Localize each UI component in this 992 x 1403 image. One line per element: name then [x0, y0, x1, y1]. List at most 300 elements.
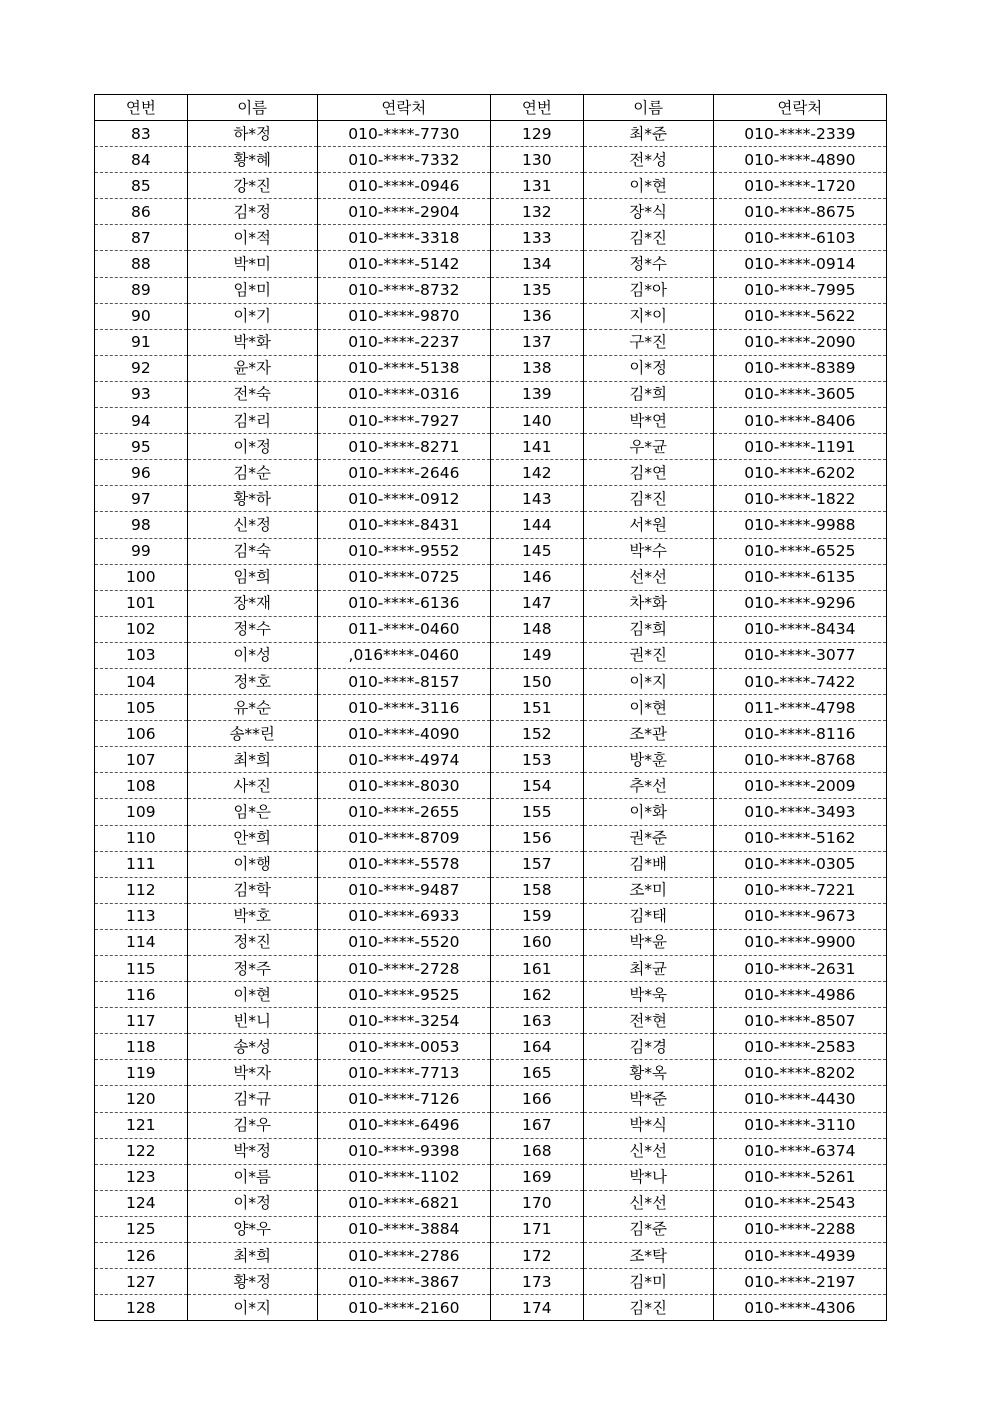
table-row: [95, 1216, 887, 1242]
number-cell: 94: [95, 408, 188, 434]
contact-cell: 010-****-6933: [317, 903, 490, 929]
table-row: [95, 695, 887, 721]
contact-cell: 010-****-5578: [317, 851, 490, 877]
name-cell: 김*배: [583, 851, 713, 877]
number-cell: 99: [95, 538, 188, 564]
table-row: [95, 251, 887, 277]
name-cell: 김*진: [583, 225, 713, 251]
name-cell: 박*나: [583, 1164, 713, 1190]
number-cell: 173: [490, 1269, 583, 1295]
name-cell: 박*수: [583, 538, 713, 564]
contact-cell: 010-****-5261: [713, 1164, 886, 1190]
contact-cell: 010-****-9398: [317, 1138, 490, 1164]
contact-cell: 010-****-3493: [713, 799, 886, 825]
table-row: [95, 1269, 887, 1295]
contact-cell: 010-****-0914: [713, 251, 886, 277]
name-cell: 황*정: [187, 1269, 317, 1295]
name-cell: 박*화: [187, 329, 317, 355]
contact-cell: 010-****-2197: [713, 1269, 886, 1295]
table-row: [95, 121, 887, 147]
contact-cell: 010-****-8406: [713, 408, 886, 434]
name-cell: 최*희: [187, 1243, 317, 1269]
number-cell: 158: [490, 877, 583, 903]
number-cell: 136: [490, 303, 583, 329]
name-cell: 권*준: [583, 825, 713, 851]
name-cell: 임*은: [187, 799, 317, 825]
contact-cell: 010-****-5622: [713, 303, 886, 329]
contact-cell: 010-****-6136: [317, 590, 490, 616]
name-cell: 임*미: [187, 277, 317, 303]
contact-cell: 010-****-2339: [713, 121, 886, 147]
contact-cell: 010-****-0053: [317, 1034, 490, 1060]
number-cell: 108: [95, 773, 188, 799]
contact-cell: 010-****-6525: [713, 538, 886, 564]
name-cell: 하*정: [187, 121, 317, 147]
contact-cell: 010-****-7927: [317, 408, 490, 434]
name-cell: 이*기: [187, 303, 317, 329]
table-row: [95, 486, 887, 512]
contact-cell: 010-****-7713: [317, 1060, 490, 1086]
name-cell: 김*진: [583, 1295, 713, 1321]
name-cell: 정*수: [583, 251, 713, 277]
name-cell: 방*훈: [583, 747, 713, 773]
name-cell: 장*재: [187, 590, 317, 616]
number-cell: 135: [490, 277, 583, 303]
contact-cell: 010-****-1102: [317, 1164, 490, 1190]
number-cell: 170: [490, 1190, 583, 1216]
table-row: [95, 825, 887, 851]
table-row: [95, 1008, 887, 1034]
name-cell: 이*현: [187, 982, 317, 1008]
number-cell: 163: [490, 1008, 583, 1034]
number-cell: 172: [490, 1243, 583, 1269]
name-cell: 안*희: [187, 825, 317, 851]
name-cell: 조*미: [583, 877, 713, 903]
name-cell: 김*우: [187, 1112, 317, 1138]
contact-cell: 010-****-4974: [317, 747, 490, 773]
contact-cell: 010-****-1822: [713, 486, 886, 512]
contact-cell: 010-****-0912: [317, 486, 490, 512]
contact-cell: 010-****-3116: [317, 695, 490, 721]
contact-cell: 010-****-2237: [317, 329, 490, 355]
name-cell: 장*식: [583, 199, 713, 225]
number-cell: 101: [95, 590, 188, 616]
contact-cell: 010-****-4090: [317, 721, 490, 747]
name-cell: 전*현: [583, 1008, 713, 1034]
table-row: [95, 747, 887, 773]
number-cell: 165: [490, 1060, 583, 1086]
contact-cell: 011-****-4798: [713, 695, 886, 721]
name-cell: 윤*자: [187, 355, 317, 381]
contact-cell: 010-****-8675: [713, 199, 886, 225]
table-row: [95, 773, 887, 799]
contact-cell: 010-****-8389: [713, 355, 886, 381]
name-cell: 추*선: [583, 773, 713, 799]
number-cell: 119: [95, 1060, 188, 1086]
number-cell: 142: [490, 460, 583, 486]
number-cell: 122: [95, 1138, 188, 1164]
contact-cell: 010-****-5142: [317, 251, 490, 277]
contact-cell: 010-****-0316: [317, 381, 490, 407]
contact-cell: 010-****-8116: [713, 721, 886, 747]
number-cell: 167: [490, 1112, 583, 1138]
number-cell: 148: [490, 616, 583, 642]
number-cell: 124: [95, 1190, 188, 1216]
number-cell: 112: [95, 877, 188, 903]
number-cell: 141: [490, 434, 583, 460]
contact-cell: 010-****-9552: [317, 538, 490, 564]
contact-cell: 010-****-2728: [317, 956, 490, 982]
name-cell: 권*진: [583, 642, 713, 668]
number-cell: 151: [490, 695, 583, 721]
name-cell: 김*준: [583, 1216, 713, 1242]
contact-cell: 010-****-3110: [713, 1112, 886, 1138]
name-cell: 차*화: [583, 590, 713, 616]
name-cell: 송*성: [187, 1034, 317, 1060]
number-cell: 146: [490, 564, 583, 590]
name-cell: 신*선: [583, 1190, 713, 1216]
header-number: 연번: [95, 95, 188, 121]
number-cell: 107: [95, 747, 188, 773]
table-header: [95, 95, 887, 121]
contact-cell: 010-****-7221: [713, 877, 886, 903]
number-cell: 129: [490, 121, 583, 147]
contact-cell: 010-****-7995: [713, 277, 886, 303]
name-cell: 사*진: [187, 773, 317, 799]
number-cell: 127: [95, 1269, 188, 1295]
number-cell: 164: [490, 1034, 583, 1060]
name-cell: 김*순: [187, 460, 317, 486]
name-cell: 양*우: [187, 1216, 317, 1242]
contact-cell: 010-****-7422: [713, 668, 886, 694]
table-row: [95, 1138, 887, 1164]
contact-cell: 010-****-4986: [713, 982, 886, 1008]
header-number: 연번: [490, 95, 583, 121]
table-row: [95, 929, 887, 955]
name-cell: 이*현: [583, 695, 713, 721]
number-cell: 111: [95, 851, 188, 877]
table-row: [95, 616, 887, 642]
contact-cell: 010-****-3884: [317, 1216, 490, 1242]
name-cell: 최*준: [583, 121, 713, 147]
name-cell: 신*정: [187, 512, 317, 538]
number-cell: 166: [490, 1086, 583, 1112]
contact-cell: 010-****-9525: [317, 982, 490, 1008]
contact-cell: 010-****-4890: [713, 147, 886, 173]
table-row: [95, 903, 887, 929]
number-cell: 126: [95, 1243, 188, 1269]
name-cell: 김*희: [583, 616, 713, 642]
contact-cell: 010-****-3867: [317, 1269, 490, 1295]
contact-cell: 010-****-8507: [713, 1008, 886, 1034]
name-cell: 박*연: [583, 408, 713, 434]
name-cell: 황*옥: [583, 1060, 713, 1086]
header-name: 이름: [187, 95, 317, 121]
name-cell: 황*하: [187, 486, 317, 512]
contact-cell: 010-****-4939: [713, 1243, 886, 1269]
number-cell: 92: [95, 355, 188, 381]
contact-cell: 010-****-3318: [317, 225, 490, 251]
table-row: [95, 329, 887, 355]
number-cell: 102: [95, 616, 188, 642]
header-name: 이름: [583, 95, 713, 121]
contact-cell: 011-****-0460: [317, 616, 490, 642]
table-row: [95, 642, 887, 668]
name-cell: 정*주: [187, 956, 317, 982]
contact-cell: 010-****-8202: [713, 1060, 886, 1086]
contact-cell: 010-****-6103: [713, 225, 886, 251]
number-cell: 84: [95, 147, 188, 173]
table-row: [95, 1034, 887, 1060]
table-row: [95, 956, 887, 982]
number-cell: 123: [95, 1164, 188, 1190]
contact-cell: 010-****-1191: [713, 434, 886, 460]
name-cell: 조*관: [583, 721, 713, 747]
name-cell: 이*행: [187, 851, 317, 877]
number-cell: 138: [490, 355, 583, 381]
name-cell: 김*태: [583, 903, 713, 929]
number-cell: 128: [95, 1295, 188, 1321]
number-cell: 147: [490, 590, 583, 616]
number-cell: 110: [95, 825, 188, 851]
contact-cell: 010-****-2786: [317, 1243, 490, 1269]
table-row: [95, 277, 887, 303]
name-cell: 서*원: [583, 512, 713, 538]
header-contact: 연락처: [317, 95, 490, 121]
table-row: [95, 147, 887, 173]
contact-cell: 010-****-6821: [317, 1190, 490, 1216]
contact-cell: 010-****-2646: [317, 460, 490, 486]
number-cell: 133: [490, 225, 583, 251]
number-cell: 153: [490, 747, 583, 773]
name-cell: 김*학: [187, 877, 317, 903]
contact-cell: 010-****-6135: [713, 564, 886, 590]
contact-cell: 010-****-9870: [317, 303, 490, 329]
name-cell: 김*숙: [187, 538, 317, 564]
contact-cell: 010-****-8732: [317, 277, 490, 303]
name-cell: 김*경: [583, 1034, 713, 1060]
table-row: [95, 1086, 887, 1112]
number-cell: 134: [490, 251, 583, 277]
number-cell: 132: [490, 199, 583, 225]
table-row: [95, 799, 887, 825]
name-cell: 임*희: [187, 564, 317, 590]
name-cell: 전*숙: [187, 381, 317, 407]
number-cell: 161: [490, 956, 583, 982]
name-cell: 유*순: [187, 695, 317, 721]
number-cell: 157: [490, 851, 583, 877]
contact-cell: 010-****-5162: [713, 825, 886, 851]
number-cell: 109: [95, 799, 188, 825]
number-cell: 140: [490, 408, 583, 434]
contact-cell: 010-****-3605: [713, 381, 886, 407]
contact-cell: 010-****-8271: [317, 434, 490, 460]
number-cell: 125: [95, 1216, 188, 1242]
name-cell: 송**린: [187, 721, 317, 747]
contact-cell: 010-****-0946: [317, 173, 490, 199]
name-cell: 김*미: [583, 1269, 713, 1295]
number-cell: 156: [490, 825, 583, 851]
name-cell: 이*지: [583, 668, 713, 694]
table-row: [95, 512, 887, 538]
name-cell: 박*정: [187, 1138, 317, 1164]
header-row: [95, 95, 887, 121]
number-cell: 85: [95, 173, 188, 199]
name-cell: 이*름: [187, 1164, 317, 1190]
number-cell: 150: [490, 668, 583, 694]
number-cell: 121: [95, 1112, 188, 1138]
name-cell: 황*혜: [187, 147, 317, 173]
number-cell: 91: [95, 329, 188, 355]
name-cell: 우*균: [583, 434, 713, 460]
number-cell: 88: [95, 251, 188, 277]
name-cell: 이*정: [187, 434, 317, 460]
name-cell: 최*균: [583, 956, 713, 982]
contact-cell: 010-****-2543: [713, 1190, 886, 1216]
contact-cell: 010-****-8434: [713, 616, 886, 642]
table-row: [95, 460, 887, 486]
contact-cell: 010-****-9487: [317, 877, 490, 903]
table-row: [95, 381, 887, 407]
contact-cell: 010-****-5520: [317, 929, 490, 955]
name-cell: 이*성: [187, 642, 317, 668]
number-cell: 98: [95, 512, 188, 538]
number-cell: 83: [95, 121, 188, 147]
table-row: [95, 721, 887, 747]
number-cell: 90: [95, 303, 188, 329]
contact-cell: 010-****-8030: [317, 773, 490, 799]
table-row: [95, 408, 887, 434]
contact-cell: 010-****-0305: [713, 851, 886, 877]
name-cell: 이*적: [187, 225, 317, 251]
name-cell: 김*정: [187, 199, 317, 225]
table-row: [95, 564, 887, 590]
table-row: [95, 199, 887, 225]
number-cell: 168: [490, 1138, 583, 1164]
number-cell: 130: [490, 147, 583, 173]
contact-cell: 010-****-7730: [317, 121, 490, 147]
name-cell: 구*진: [583, 329, 713, 355]
contact-cell: 010-****-8431: [317, 512, 490, 538]
table-row: [95, 1243, 887, 1269]
contact-cell: 010-****-0725: [317, 564, 490, 590]
contact-cell: 010-****-7332: [317, 147, 490, 173]
contact-cell: 010-****-2090: [713, 329, 886, 355]
number-cell: 174: [490, 1295, 583, 1321]
name-cell: 강*진: [187, 173, 317, 199]
number-cell: 106: [95, 721, 188, 747]
number-cell: 144: [490, 512, 583, 538]
name-cell: 김*진: [583, 486, 713, 512]
number-cell: 143: [490, 486, 583, 512]
number-cell: 103: [95, 642, 188, 668]
contact-cell: 010-****-3077: [713, 642, 886, 668]
name-cell: 김*연: [583, 460, 713, 486]
table-row: [95, 303, 887, 329]
number-cell: 115: [95, 956, 188, 982]
contact-cell: 010-****-2009: [713, 773, 886, 799]
name-cell: 이*현: [583, 173, 713, 199]
number-cell: 113: [95, 903, 188, 929]
name-cell: 박*자: [187, 1060, 317, 1086]
number-cell: 116: [95, 982, 188, 1008]
name-cell: 전*성: [583, 147, 713, 173]
number-cell: 152: [490, 721, 583, 747]
table-row: [95, 1164, 887, 1190]
contact-cell: 010-****-2288: [713, 1216, 886, 1242]
contact-cell: 010-****-7126: [317, 1086, 490, 1112]
name-cell: 정*호: [187, 668, 317, 694]
contact-cell: 010-****-6374: [713, 1138, 886, 1164]
name-cell: 김*희: [583, 381, 713, 407]
number-cell: 114: [95, 929, 188, 955]
contact-cell: 010-****-9988: [713, 512, 886, 538]
name-cell: 박*식: [583, 1112, 713, 1138]
contact-cell: 010-****-6202: [713, 460, 886, 486]
number-cell: 96: [95, 460, 188, 486]
contact-table: [94, 94, 887, 1321]
number-cell: 160: [490, 929, 583, 955]
name-cell: 신*선: [583, 1138, 713, 1164]
contact-cell: 010-****-9900: [713, 929, 886, 955]
table-row: [95, 173, 887, 199]
contact-cell: 010-****-9673: [713, 903, 886, 929]
contact-cell: 010-****-8157: [317, 668, 490, 694]
table-row: [95, 1060, 887, 1086]
contact-cell: 010-****-3254: [317, 1008, 490, 1034]
number-cell: 93: [95, 381, 188, 407]
name-cell: 박*미: [187, 251, 317, 277]
number-cell: 131: [490, 173, 583, 199]
number-cell: 95: [95, 434, 188, 460]
contact-cell: 010-****-2583: [713, 1034, 886, 1060]
number-cell: 137: [490, 329, 583, 355]
name-cell: 조*탁: [583, 1243, 713, 1269]
table-row: [95, 851, 887, 877]
table-row: [95, 668, 887, 694]
table-row: [95, 877, 887, 903]
table-row: [95, 434, 887, 460]
contact-cell: 010-****-2655: [317, 799, 490, 825]
name-cell: 최*희: [187, 747, 317, 773]
number-cell: 149: [490, 642, 583, 668]
number-cell: 100: [95, 564, 188, 590]
name-cell: 이*정: [187, 1190, 317, 1216]
table-row: [95, 355, 887, 381]
table-row: [95, 1295, 887, 1321]
table-row: [95, 225, 887, 251]
contact-cell: ,016****-0460: [317, 642, 490, 668]
number-cell: 139: [490, 381, 583, 407]
number-cell: 162: [490, 982, 583, 1008]
number-cell: 159: [490, 903, 583, 929]
number-cell: 120: [95, 1086, 188, 1112]
name-cell: 이*정: [583, 355, 713, 381]
table-body: [95, 121, 887, 1321]
name-cell: 김*규: [187, 1086, 317, 1112]
contact-cell: 010-****-2160: [317, 1295, 490, 1321]
name-cell: 김*아: [583, 277, 713, 303]
number-cell: 118: [95, 1034, 188, 1060]
name-cell: 정*수: [187, 616, 317, 642]
contact-cell: 010-****-8768: [713, 747, 886, 773]
name-cell: 이*화: [583, 799, 713, 825]
name-cell: 박*호: [187, 903, 317, 929]
name-cell: 정*진: [187, 929, 317, 955]
number-cell: 105: [95, 695, 188, 721]
contact-cell: 010-****-4306: [713, 1295, 886, 1321]
number-cell: 171: [490, 1216, 583, 1242]
